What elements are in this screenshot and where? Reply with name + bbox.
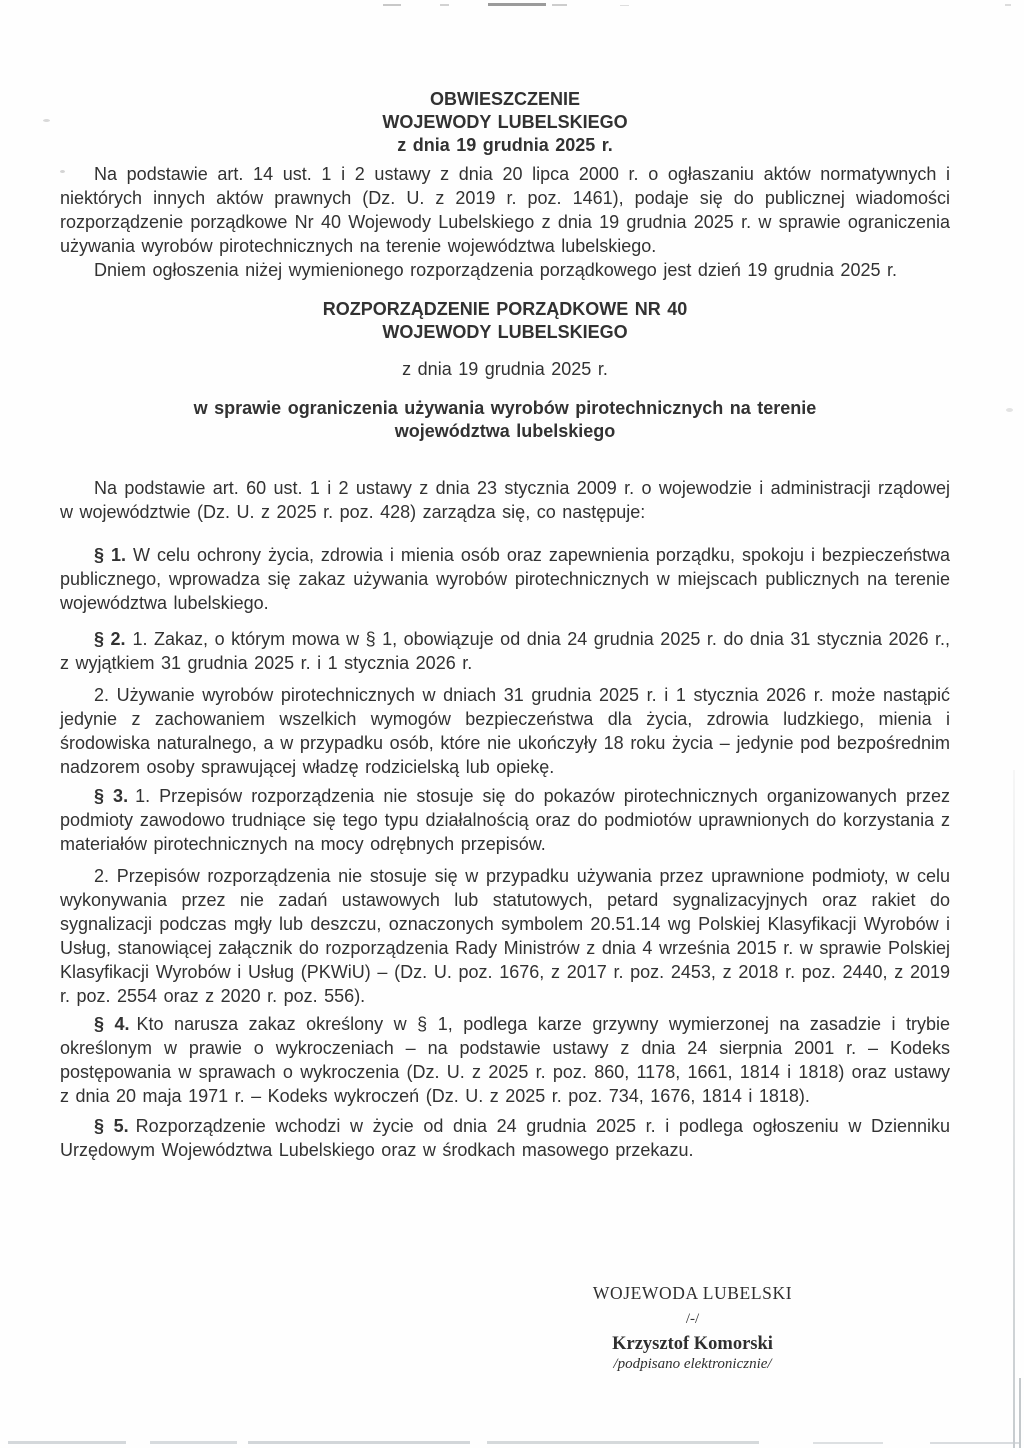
ordinance-date: z dnia 19 grudnia 2025 r. (402, 359, 608, 379)
scan-artifact-top (1005, 4, 1011, 6)
section-number: § 1. (94, 545, 126, 565)
section-text: Rozporządzenie wchodzi w życie od dnia 24 grudnia 2025 r. i podlega ogłoszeniu w Dzienniku Urzędowym Województwa Lubelskiego oraz w środkach masowego przekazu. (60, 1116, 950, 1160)
announcement-paragraph: Dniem ogłoszenia niżej wymienionego rozporządzenia porządkowego jest dzień 19 grudnia 2025 r. (94, 260, 897, 280)
scan-artifact-page-edge (1019, 1378, 1021, 1448)
scan-artifact-top (488, 3, 546, 6)
section-paragraph-4 (60, 1012, 950, 1108)
announcement-heading (60, 88, 950, 157)
section-text: Kto narusza zakaz określony w § 1, podlega karze grzywny wymierzonej na zasadzie i trybie określonym w prawie o wykroczeniach – na podstawie ustawy z dnia 24 sierpnia 2001 r. – Kodeks postępowania w sprawach o wykroczenia (Dz. U. z 2025 r. poz. 860, 1178, 1661, 1814 i 1818) oraz ustawy z dnia 20 maja 1971 r. – Kodeks wykroczeń (Dz. U. z 2025 r. poz. 734, 1676, 1814 i 1818). (60, 1014, 950, 1106)
document-body (60, 88, 950, 1162)
scan-artifact-bottom (487, 1441, 759, 1444)
announcement-authority: WOJEWODY LUBELSKIEGO (382, 112, 628, 132)
scan-artifact-bottom (813, 1442, 883, 1444)
signature-block (520, 1283, 865, 1373)
signature-name: Krzysztof Komorski (612, 1334, 773, 1354)
ordinance-subject: w sprawie ograniczenia używania wyrobów pirotechnicznych na terenie województwa lubelskiego (193, 398, 817, 441)
scan-artifact-speck (1006, 408, 1013, 412)
signature-note: /podpisano elektronicznie/ (613, 1356, 772, 1372)
ordinance-title: ROZPORZĄDZENIE PORZĄDKOWE NR 40 (322, 299, 688, 319)
signature-mark: /-/ (685, 1311, 700, 1327)
scan-artifact-bottom (930, 1442, 1020, 1444)
scan-artifact-bottom (8, 1441, 126, 1444)
scan-artifact-top (383, 4, 401, 6)
section-number: § 2. (94, 629, 126, 649)
section-text: W celu ochrony życia, zdrowia i mienia osób oraz zapewnienia porządku, spokoju i bezpieczeństwa publicznego, wprowadza się zakaz używania wyrobów pirotechnicznych w miejscach publicznych na terenie województwa lubelskiego. (60, 545, 950, 613)
scan-artifact-bottom (150, 1441, 237, 1444)
scan-artifact-page-edge (1013, 770, 1015, 1448)
ordinance-heading (60, 298, 950, 344)
section-paragraph-5 (60, 1114, 950, 1162)
section-number: § 5. (94, 1116, 129, 1136)
announcement-paragraph: Na podstawie art. 14 ust. 1 i 2 ustawy z dnia 20 lipca 2000 r. o ogłaszaniu aktów normatywnych i niektórych innych aktów prawnych (Dz. U. z 2019 r. poz. 1461), podaje się do publicznej wiadomości rozporządzenie porządkowe Nr 40 Wojewody Lubelskiego z dnia 19 grudnia 2025 r. w sprawie ograniczenia używania wyrobów pirotechnicznych na terenie województwa lubelskiego. (60, 164, 950, 256)
scan-artifact-speck (43, 119, 50, 122)
section-text: 1. Zakaz, o którym mowa w § 1, obowiązuje od dnia 24 grudnia 2025 r. do dnia 31 stycznia 2026 r., z wyjątkiem 31 grudnia 2025 r. i 1 stycznia 2026 r. (60, 629, 950, 673)
legal-basis-paragraph: Na podstawie art. 60 ust. 1 i 2 ustawy z dnia 23 stycznia 2009 r. o wojewodzie i administracji rządowej w województwie (Dz. U. z 2025 r. poz. 428) zarządza się, co następuje: (60, 478, 950, 522)
scan-artifact-bottom (248, 1441, 470, 1444)
signature-role: WOJEWODA LUBELSKI (592, 1283, 793, 1303)
scan-artifact-top (440, 4, 449, 6)
section-paragraph-3 (60, 784, 950, 856)
section-paragraph-3-2: 2. Przepisów rozporządzenia nie stosuje się w przypadku używania przez uprawnione podmioty, w celu wykonywania przez nie zadań ustawowych lub statutowych, petard sygnalizacyjnych oraz rakiet do sygnalizacji podczas mgły lub deszczu, oznaczonych symbolem 20.51.14 wg Polskiej Klasyfikacji Wyrobów i Usług, stanowiącej załącznik do rozporządzenia Rady Ministrów z dnia 4 września 2015 r. w sprawie Polskiej Klasyfikacji Wyrobów i Usług (PKWiU) – (Dz. U. poz. 1676, z 2017 r. poz. 2453, z 2018 r. poz. 2440, z 2019 r. poz. 2554 oraz z 2020 r. poz. 556). (60, 866, 950, 1006)
section-paragraph-2 (60, 627, 950, 675)
announcement-title: OBWIESZCZENIE (429, 89, 580, 109)
section-number: § 3. (94, 786, 129, 806)
announcement-date: z dnia 19 grudnia 2025 r. (397, 135, 613, 155)
section-number: § 4. (94, 1014, 130, 1034)
scan-artifact-top (620, 5, 629, 6)
section-paragraph-1 (60, 543, 950, 615)
section-text: 1. Przepisów rozporządzenia nie stosuje się do pokazów pirotechnicznych organizowanych przez podmioty zawodowo trudniące się tego typu działalnością oraz do podmiotów uprawnionych do korzystania z materiałów pirotechnicznych na mocy odrębnych przepisów. (60, 786, 950, 854)
ordinance-authority: WOJEWODY LUBELSKIEGO (382, 322, 628, 342)
section-paragraph-2-2: 2. Używanie wyrobów pirotechnicznych w dniach 31 grudnia 2025 r. i 1 stycznia 2026 r. może nastąpić jedynie z zachowaniem wszelkich wymogów bezpieczeństwa dla życia, zdrowia ludzkiego, mienia i środowiska naturalnego, a w przypadku osób, które nie ukończyły 18 roku życia – jedynie pod bezpośrednim nadzorem osoby sprawującej władzę rodzicielską lub opiekę. (60, 685, 950, 777)
scan-artifact-top (552, 4, 567, 6)
